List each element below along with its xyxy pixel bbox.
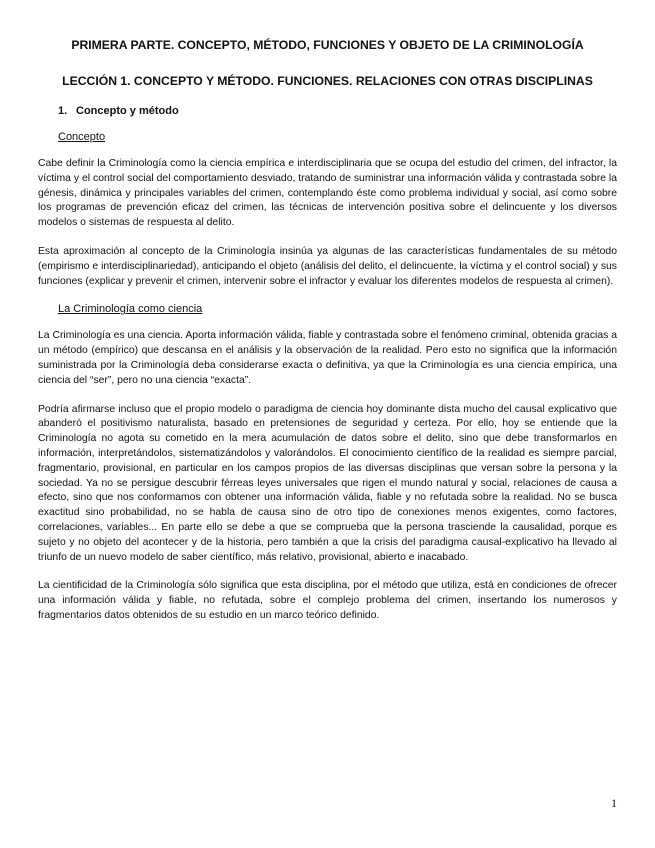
paragraph-scientificity: La cientificidad de la Criminología sólo significa que esta disciplina, por el método que utiliza, está en condiciones de ofrecer una información válida y fiable, no refutada, sobre el complejo problema del crimen, insertando los numerosos y fragmentarios datos obtenidos de su estudio en un marco teórico definido. [38,580,617,621]
subheading-concepto: Concepto [58,131,106,143]
part-title: PRIMERA PARTE. CONCEPTO, MÉTODO, FUNCIONES Y OBJETO DE LA CRIMINOLOGÍA [71,38,584,52]
paragraph-approach: Esta aproximación al concepto de la Criminología insinúa ya algunas de las características fundamentales de su método (empirismo e interdisciplinariedad), anticipando el objeto (análisis del delito, el delincuente, la víctima y el control social) y sus funciones (explicar y prevenir el crimen, intervenir sobre el infractor y evaluar los diferentes modelos de respuesta al crimen). [38,245,617,287]
section-title: Concepto y método [76,105,179,117]
paragraph-definition: Cabe definir la Criminología como la ciencia empírica e interdisciplinaria que se ocupa del estudio del crimen, del infractor, la víctima y el control social del comportamiento desviado, tratando de suministrar una información válida y contrastada sobre la génesis, dinámica y principales variables del crimen, contemplando éste como problema individual y social, así como sobre los programas de prevención eficaz del crimen, las técnicas de intervención positiva sobre el delincuente y los diversos modelos o sistemas de respuesta al delito. [38,158,617,229]
lesson-title: LECCIÓN 1. CONCEPTO Y MÉTODO. FUNCIONES. RELACIONES CON OTRAS DISCIPLINAS [62,74,593,88]
page-number: 1 [611,796,617,810]
subheading-ciencia: La Criminología como ciencia [58,303,203,316]
paragraph-paradigm: Podría afirmarse incluso que el propio modelo o paradigma de ciencia hoy dominante dista mucho del causal explicativo que abanderó el positivismo naturalista, basado en pretensiones de seguridad y certeza. Por ello, hoy se entiende que la Criminología no agota su cometido en la mera acumulación de datos sobre el delito, sino que debe transformarlos en información, interpretándolos, sistematizándolos y valorándolos. El conocimiento científico de la realidad es siempre parcial, fragmentario, provisional, en particular en los campos propios de las diversas disciplinas que versan sobre la persona y la sociedad. Ya no se persigue descubrir férreas leyes universales que rigen el mundo natural y social, relaciones de causa a efecto, sino que nos conformamos con obtener una información válida, fiable y no refutada sobre la realidad. No se busca exactitud sino probabilidad, no se habla de causa sino de otro tipo de conexiones menos exigentes, como factores, correlaciones, variables... En parte ello se debe a que se comprueba que la persona trasciende la causalidad, porque es sujeto y no objeto del acontecer y de la historia, pero también a que la crisis del paradigma causal-explicativo ha llevado al triunfo de un nuevo modelo de saber científico, más relativo, provisional, abierto e inacabado. [38,403,617,563]
section-heading [58,105,617,117]
section-number: 1. [58,105,68,117]
paragraph-science: La Criminología es una ciencia. Aporta información válida, fiable y contrastada sobre el fenómeno criminal, obtenida gracias a un método (empírico) que descansa en el análisis y la observación de la realidad. Pero esto no significa que la información suministrada por la Criminología deba considerarse exacta o definitiva, ya que la Criminología es una ciencia empírica, una ciencia del “ser”, pero no una ciencia “exacta”. [38,330,617,386]
